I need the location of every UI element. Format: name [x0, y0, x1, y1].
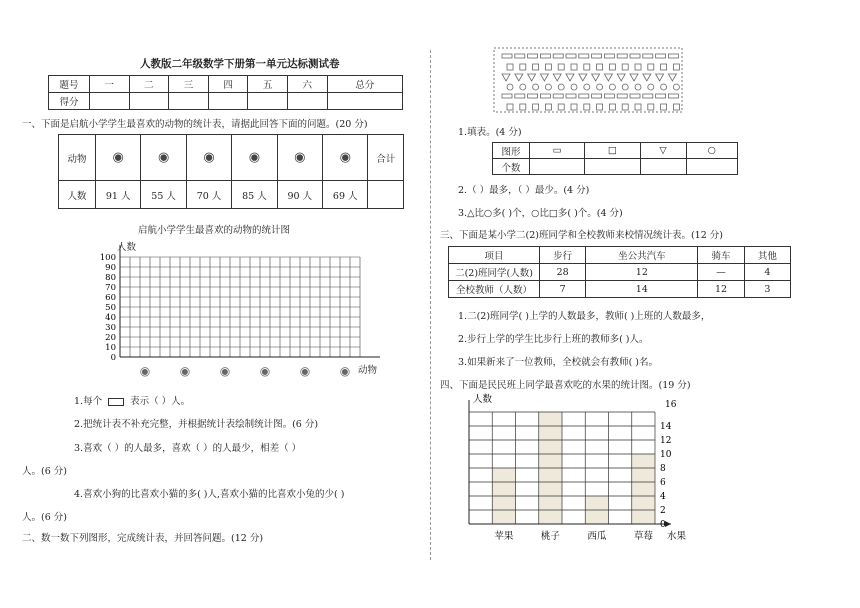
q1-sub4: 4.喜欢小狗的比喜欢小猫的多( )人,喜欢小猫的比喜欢小兔的少( )	[74, 489, 345, 500]
q1-sub3b: 人。(6 分)	[22, 466, 67, 477]
commute-cell: 全校教师（人数）	[449, 281, 540, 298]
x-tick-label: 西瓜	[587, 531, 607, 542]
table-row	[449, 281, 791, 298]
q1-sub1: 1.每个	[74, 396, 103, 407]
y-tick-label: 40	[105, 313, 116, 323]
q1-sub4b: 人。(6 分)	[22, 512, 67, 523]
q1-sub2: 2.把统计表不补充完整，并根据统计表绘制统计图。(6 分)	[74, 419, 319, 430]
dog-icon: ◉	[139, 364, 151, 378]
y-tick-label: 10	[660, 450, 672, 460]
square-shape: □	[585, 143, 640, 159]
y-tick-label: 50	[105, 303, 116, 313]
animal-cell	[141, 135, 186, 181]
animal-chart-title: 启航小学学生最喜欢的动物的统计图	[138, 225, 291, 236]
total-label: 合计	[368, 135, 404, 181]
y-tick-label: 80	[105, 273, 116, 283]
commute-cell: 二(2)班同学(人数)	[449, 264, 540, 281]
fish-icon: ◉	[339, 150, 351, 165]
y-tick-label: 90	[105, 263, 116, 273]
fruit-chart	[455, 390, 705, 550]
commute-header-cell: 步行	[540, 247, 586, 264]
animal-row-label: 动物	[59, 135, 96, 181]
x-tick-label: 桃子	[540, 531, 560, 542]
animal-chart	[80, 245, 380, 385]
y-tick-label: 10	[105, 343, 116, 353]
animal-cell	[323, 135, 368, 181]
q3-sub1: 1.二(2)班同学( )上学的人数最多，教师( )上班的人数最多，	[458, 311, 711, 322]
score-cell[interactable]	[248, 93, 288, 110]
commute-cell: 14	[586, 281, 698, 298]
table-row	[449, 264, 791, 281]
q3-sub2: 2.步行上学的学生比步行上班的教师多( )人。	[458, 334, 649, 345]
count-cell: 70 人	[186, 181, 231, 209]
score-cell[interactable]	[208, 93, 248, 110]
y-tick-label: 4	[660, 492, 666, 502]
score-cell[interactable]	[287, 93, 327, 110]
score-header-cell: 六	[287, 76, 327, 93]
count-row-label: 人数	[59, 181, 96, 209]
turtle-icon: ◉	[259, 364, 271, 378]
shape-row-label: 图形	[493, 143, 530, 159]
commute-cell: 12	[586, 264, 698, 281]
score-cell[interactable]	[169, 93, 209, 110]
bird-icon: ◉	[157, 150, 170, 165]
commute-cell: 12	[698, 281, 744, 298]
q1-sub1b: 表示（ ）人。	[130, 396, 191, 407]
legend-box-icon	[108, 398, 124, 406]
commute-cell: 28	[540, 264, 586, 281]
shape-count-label: 个数	[493, 159, 530, 175]
q1-sub3: 3.喜欢（ ）的人最多，喜欢（ ）的人最少，相差（ ）	[74, 443, 302, 454]
shape-table	[492, 142, 738, 175]
total-cell[interactable]	[368, 181, 404, 209]
score-header-cell: 总分	[327, 76, 402, 93]
score-header-cell: 二	[129, 76, 169, 93]
commute-cell: 4	[744, 264, 790, 281]
fruit-chart-ylabel: 人数	[473, 394, 493, 405]
circle-shape: ○	[686, 143, 738, 159]
q3-prompt: 三、下面是某小学二(2)班同学和全校教师来校情况统计表。(12 分)	[440, 230, 723, 241]
count-cell: 85 人	[232, 181, 277, 209]
y-tick-label: 20	[105, 333, 116, 343]
count-cell: 69 人	[323, 181, 368, 209]
q1-sub1-line	[74, 393, 190, 407]
y-tick-label: 70	[105, 283, 116, 293]
shape-count-cell[interactable]	[530, 159, 585, 175]
score-header-cell: 五	[248, 76, 288, 93]
shape-count-cell[interactable]	[686, 159, 738, 175]
count-cell: 91 人	[96, 181, 141, 209]
commute-cell: 7	[540, 281, 586, 298]
y-tick-label: 8	[660, 464, 666, 474]
x-tick-label: 草莓	[633, 531, 653, 542]
y-tick-label: 14	[660, 422, 672, 432]
triangle-shape: ▽	[640, 143, 686, 159]
score-cell[interactable]	[327, 93, 402, 110]
commute-header-cell: 坐公共汽车	[586, 247, 698, 264]
score-header-cell: 一	[90, 76, 130, 93]
shape-count-cell[interactable]	[585, 159, 640, 175]
y-tick-label: 0	[110, 353, 116, 363]
score-header-cell: 题号	[49, 76, 90, 93]
turtle-icon: ◉	[248, 150, 261, 165]
fruit-chart-xlabel: 水果	[667, 531, 687, 542]
y-tick-label: 30	[105, 323, 116, 333]
q2-prompt: 二、数一数下列图形，完成统计表，并回答问题。(12 分)	[22, 533, 264, 544]
cat-icon: ◉	[203, 150, 215, 165]
y-tick-label: 100	[99, 253, 116, 263]
q2-fill-table-label: 1.填表。(4 分)	[458, 127, 522, 138]
score-cell[interactable]	[90, 93, 130, 110]
commute-header-cell: 项目	[449, 247, 540, 264]
animal-cell	[96, 135, 141, 181]
y-tick-label: 6	[660, 478, 666, 488]
y-tick-label: 2	[660, 506, 666, 516]
rabbit-icon: ◉	[299, 364, 311, 378]
commute-cell: —	[698, 264, 744, 281]
y-tick-label: 12	[660, 436, 672, 446]
rabbit-icon: ◉	[294, 150, 306, 165]
score-cell[interactable]	[129, 93, 169, 110]
q3-sub3: 3.如果新来了一位教师，全校就会有教师( )名。	[458, 357, 658, 368]
rectangle-shape: ▭	[530, 143, 585, 159]
x-tick-label: 苹果	[494, 531, 514, 542]
fish-icon: ◉	[339, 364, 351, 378]
score-header-cell: 四	[208, 76, 248, 93]
animal-cell	[277, 135, 322, 181]
commute-header-cell: 骑车	[698, 247, 744, 264]
y-tick-label: 60	[105, 293, 116, 303]
q1-prompt: 一、下面是启航小学学生最喜欢的动物的统计表，请据此回答下面的问题。(20 分)	[22, 119, 368, 130]
count-cell: 55 人	[141, 181, 186, 209]
count-cell: 90 人	[277, 181, 322, 209]
y-tick-label: 0	[660, 520, 666, 530]
commute-cell: 3	[744, 281, 790, 298]
animal-cell	[232, 135, 277, 181]
page-title: 人教版二年级数学下册第一单元达标测试卷	[140, 58, 340, 70]
animal-table	[58, 134, 404, 209]
animal-cell	[186, 135, 231, 181]
q2-sub2: 2.（ ）最多，（ ）最少。(4 分)	[458, 185, 590, 196]
column-divider	[430, 50, 431, 560]
animal-chart-ylabel: 人数	[117, 242, 137, 253]
q2-sub3: 3.△比○多( )个，○比□多( )个。(4 分)	[458, 208, 623, 219]
dog-icon: ◉	[112, 150, 124, 165]
cat-icon: ◉	[219, 364, 231, 378]
score-table	[48, 75, 403, 110]
score-header-cell: 三	[169, 76, 209, 93]
score-row-label: 得分	[49, 93, 90, 110]
shapes-figure	[490, 46, 686, 116]
commute-header-cell: 其他	[744, 247, 790, 264]
animal-chart-xlabel: 动物	[358, 365, 378, 376]
q4-prompt: 四、下面是民民班上同学最喜欢吃的水果的统计图。(19 分)	[440, 380, 691, 391]
bird-icon: ◉	[179, 364, 191, 378]
commute-table	[448, 246, 791, 298]
y-tick-label: 16	[665, 400, 677, 410]
bar-草莓	[632, 454, 655, 524]
shape-count-cell[interactable]	[640, 159, 686, 175]
